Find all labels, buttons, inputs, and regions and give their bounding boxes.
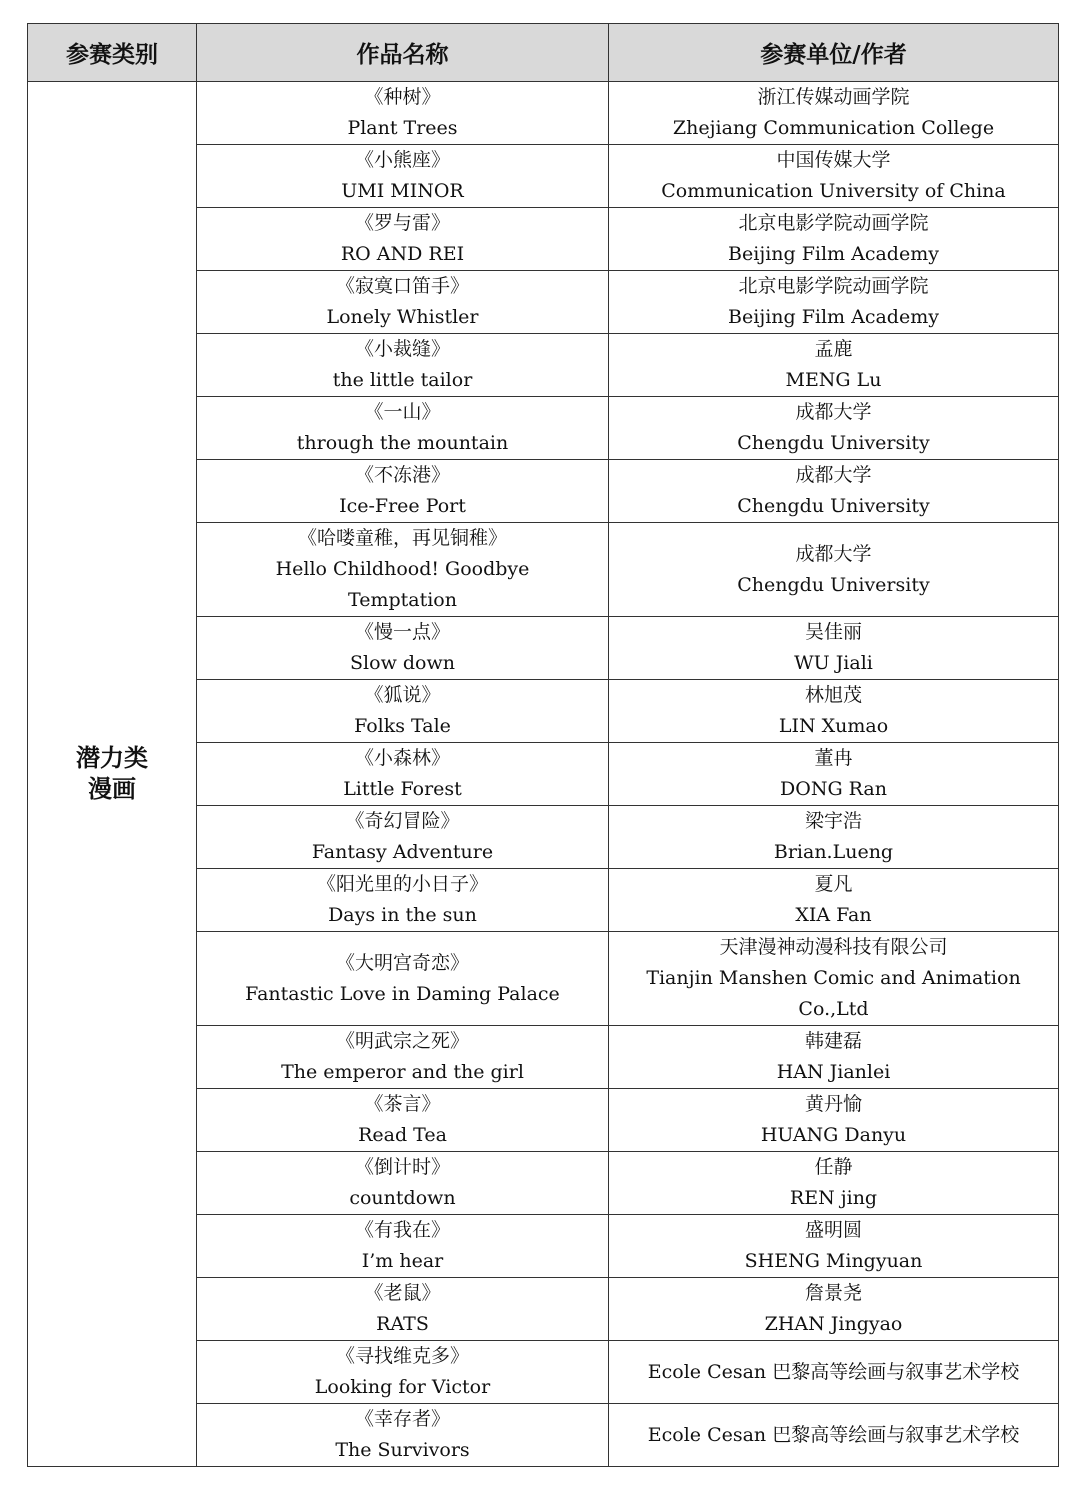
entrant-name-english: REN jing — [789, 1187, 878, 1209]
work-title-cell — [197, 743, 609, 806]
work-title-english: through the mountain — [296, 432, 509, 454]
entrant-name: 成都大学 — [795, 542, 872, 565]
entrant-name-english: ZHAN Jingyao — [764, 1313, 903, 1335]
work-title-english: Plant Trees — [347, 117, 458, 139]
entrant-name-english: Chengdu University — [737, 573, 930, 596]
entrant-name-english: Communication University of China — [661, 180, 1006, 202]
entrant-name-english: Zhejiang Communication College — [672, 117, 995, 139]
category-cell — [28, 82, 197, 1467]
work-title-chinese: 《寻找维克多》 — [335, 1345, 469, 1367]
entrant-cell — [609, 617, 1059, 680]
work-title-english: countdown — [349, 1187, 456, 1209]
work-title-english: RO AND REI — [340, 243, 465, 265]
header-work-title: 作品名称 — [197, 24, 609, 82]
work-title-cell — [197, 271, 609, 334]
entrant-name-english: Beijing Film Academy — [728, 243, 939, 265]
entrant-name: 天津漫神动漫科技有限公司 — [719, 936, 948, 958]
work-title-cell — [197, 806, 609, 869]
entrant-name-english: Chengdu University — [737, 432, 930, 454]
entrant-name-english: HUANG Danyu — [760, 1124, 907, 1146]
work-title-chinese: 《老鼠》 — [364, 1282, 441, 1304]
work-title-chinese: 《幸存者》 — [354, 1408, 450, 1430]
work-title-chinese: 《大明宫奇恋》 — [335, 951, 469, 974]
entrant-cell — [609, 82, 1059, 145]
category-label-line: 潜力类 — [76, 744, 148, 772]
work-title-english: RATS — [376, 1313, 429, 1335]
work-title-chinese: 《阳光里的小日子》 — [316, 873, 488, 895]
entrant-name-english: SHENG Mingyuan — [744, 1250, 923, 1272]
work-title-chinese: 《茶言》 — [364, 1093, 441, 1115]
work-title-english: Slow down — [350, 652, 455, 674]
work-title-english: Lonely Whistler — [326, 306, 479, 328]
work-title-chinese: 《寂寞口笛手》 — [335, 275, 469, 297]
work-title-english: The Survivors — [335, 1439, 470, 1461]
entrant-name: 詹景尧 — [804, 1282, 862, 1304]
entrant-name-english: XIA Fan — [795, 904, 872, 926]
work-title-chinese: 《明武宗之死》 — [335, 1030, 469, 1052]
work-title-chinese: 《小裁缝》 — [354, 338, 450, 360]
entrant-name-english: LIN Xumao — [778, 715, 889, 737]
entrant-name: 林旭茂 — [804, 684, 862, 706]
entrant-cell — [609, 869, 1059, 932]
work-title-cell — [197, 82, 609, 145]
entrant-cell — [609, 806, 1059, 869]
entrant-cell — [609, 932, 1059, 1026]
entrant-name: 梁宇浩 — [804, 810, 862, 832]
work-title-chinese: 《小森林》 — [354, 747, 450, 769]
work-title-cell — [197, 334, 609, 397]
entrant-name-english: DONG Ran — [780, 778, 887, 800]
entrant-cell — [609, 1278, 1059, 1341]
entrant-name: 成都大学 — [795, 401, 872, 423]
entrant-cell — [609, 208, 1059, 271]
work-title-chinese: 《种树》 — [364, 86, 441, 108]
entrant-name-english: HAN Jianlei — [776, 1061, 891, 1083]
work-title-chinese: 《有我在》 — [354, 1219, 450, 1241]
entrant-name: 吴佳丽 — [804, 621, 862, 643]
category-label-line: 漫画 — [88, 775, 136, 803]
entrant-name: 黄丹愉 — [804, 1093, 862, 1115]
work-title-chinese: 《不冻港》 — [354, 464, 450, 486]
work-title-english: Read Tea — [358, 1124, 447, 1146]
work-title-cell — [197, 145, 609, 208]
entrant-name: 任静 — [814, 1156, 853, 1178]
entrant-name-english: WU Jiali — [794, 652, 873, 674]
work-title-chinese: 《哈喽童稚，再见铜稚》 — [297, 527, 507, 549]
work-title-cell — [197, 523, 609, 617]
work-title-chinese: 《奇幻冒险》 — [345, 810, 460, 832]
entrant-name: 中国传媒大学 — [776, 149, 891, 171]
entrant-cell — [609, 1404, 1059, 1467]
entrant-name: 北京电影学院动画学院 — [738, 275, 929, 297]
work-title-cell — [197, 680, 609, 743]
entrant-name-english: MENG Lu — [785, 369, 882, 391]
entrant-name: 董冉 — [814, 747, 853, 769]
entrant-name-english: Brian.Lueng — [773, 841, 894, 863]
entrant-name: 成都大学 — [795, 464, 872, 486]
entrant-cell — [609, 334, 1059, 397]
work-title-chinese: 《慢一点》 — [354, 621, 450, 643]
work-title-chinese: 《罗与雷》 — [354, 212, 450, 234]
work-title-english: Looking for Victor — [314, 1376, 491, 1398]
header-category: 参赛类别 — [28, 24, 197, 82]
entrant-cell — [609, 145, 1059, 208]
work-title-english: the little tailor — [332, 369, 473, 391]
work-title-english: The emperor and the girl — [281, 1061, 524, 1083]
entrant-name: 孟鹿 — [814, 338, 853, 360]
work-title-cell — [197, 1215, 609, 1278]
work-title-english: Ice-Free Port — [339, 495, 466, 517]
work-title-english: Little Forest — [343, 778, 462, 800]
entrant-cell — [609, 1089, 1059, 1152]
work-title-cell — [197, 932, 609, 1026]
work-title-cell — [197, 617, 609, 680]
work-title-english: Fantastic Love in Daming Palace — [245, 982, 560, 1005]
work-title-chinese: 《倒计时》 — [354, 1156, 450, 1178]
work-title-cell — [197, 208, 609, 271]
entrant-cell — [609, 460, 1059, 523]
entrant-cell — [609, 1341, 1059, 1404]
entrant-cell — [609, 397, 1059, 460]
table-header-row — [28, 24, 1059, 82]
work-title-english: I’m hear — [361, 1250, 444, 1272]
work-title-cell — [197, 1278, 609, 1341]
work-title-english: Fantasy Adventure — [311, 841, 494, 863]
entrant-name: Ecole Cesan 巴黎高等绘画与叙事艺术学校 — [647, 1423, 1020, 1446]
work-title-cell — [197, 1089, 609, 1152]
header-entrant: 参赛单位/作者 — [609, 24, 1059, 82]
work-title-cell — [197, 869, 609, 932]
entrant-cell — [609, 680, 1059, 743]
work-title-chinese: 《一山》 — [364, 401, 441, 423]
work-title-chinese: 《小熊座》 — [354, 149, 450, 171]
table-body — [28, 82, 1059, 1467]
entrant-name: 夏凡 — [814, 873, 853, 895]
entrant-cell — [609, 271, 1059, 334]
entrant-name-english: Chengdu University — [737, 495, 930, 517]
work-title-cell — [197, 460, 609, 523]
entrant-name: 北京电影学院动画学院 — [738, 212, 929, 234]
entrant-cell — [609, 1152, 1059, 1215]
entries-table — [27, 23, 1059, 1467]
entrant-cell — [609, 1026, 1059, 1089]
entrant-name-english: Tianjin Manshen Comic and Animation Co.,Ltd — [646, 967, 1021, 1020]
entrant-cell — [609, 1215, 1059, 1278]
entrant-cell — [609, 743, 1059, 806]
work-title-cell — [197, 397, 609, 460]
entrant-name-english: Beijing Film Academy — [728, 306, 939, 328]
entrant-cell — [609, 523, 1059, 617]
work-title-cell — [197, 1404, 609, 1467]
work-title-cell — [197, 1341, 609, 1404]
work-title-english: Days in the sun — [328, 904, 477, 926]
entrant-name: 盛明圆 — [804, 1219, 862, 1241]
work-title-english: Folks Tale — [354, 715, 451, 737]
work-title-chinese: 《狐说》 — [364, 684, 441, 706]
entrant-name: 浙江传媒动画学院 — [757, 86, 910, 108]
entrant-name: Ecole Cesan 巴黎高等绘画与叙事艺术学校 — [647, 1360, 1020, 1383]
entrant-name: 韩建磊 — [804, 1030, 862, 1052]
work-title-cell — [197, 1026, 609, 1089]
table-row — [28, 82, 1059, 145]
work-title-cell — [197, 1152, 609, 1215]
work-title-english: Hello Childhood! Goodbye Temptation — [275, 558, 530, 611]
work-title-english: UMI MINOR — [341, 180, 464, 202]
